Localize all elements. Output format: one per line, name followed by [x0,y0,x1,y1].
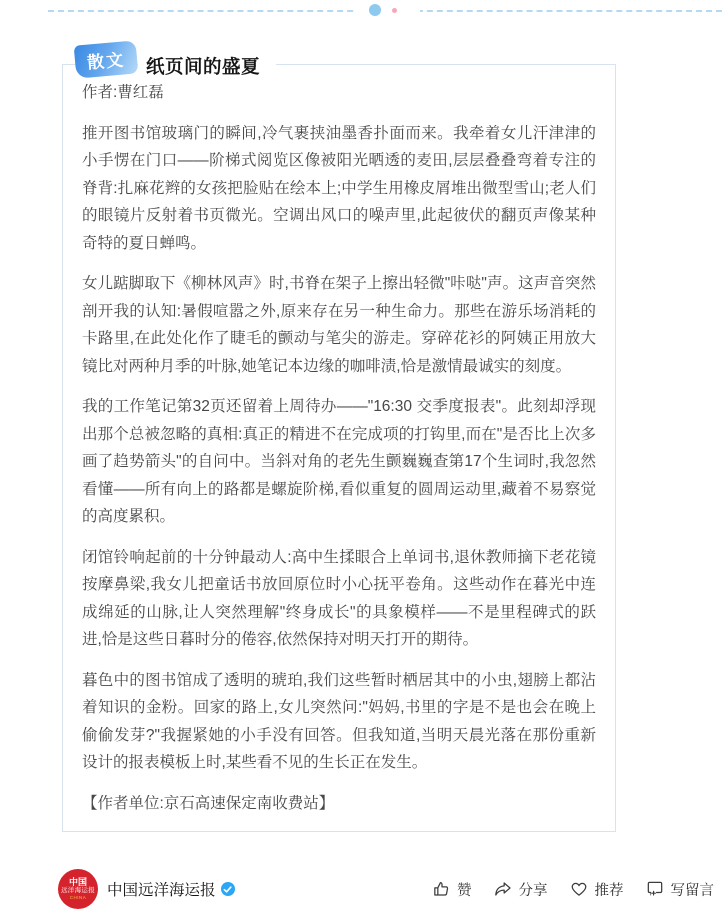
category-badge: 散文 [74,40,139,78]
thumbs-up-icon [431,879,451,899]
like-button[interactable] [431,879,472,900]
logo-text: 中国 [68,876,87,887]
share-button[interactable] [493,879,548,900]
pink-dot-icon [392,8,397,13]
page-title: 纸页间的盛夏 [138,50,276,82]
recommend-button[interactable] [569,879,624,900]
account-name[interactable]: 中国远洋海运报 [107,882,216,899]
account-info[interactable] [58,869,235,909]
footer-bar [58,866,714,912]
author-line: 作者:曹红磊 [82,84,164,101]
article-card [62,64,616,832]
action-label: 写留言 [670,882,714,899]
action-label: 赞 [457,882,472,899]
action-label: 推荐 [594,882,624,899]
logo-text: CHINA [69,895,87,900]
account-logo [58,869,98,909]
write-comment-button[interactable] [645,879,715,900]
article-paragraph: 暮色中的图书馆成了透明的琥珀,我们这些暂时栖居其中的小虫,翅膀上都沾着知识的金粉。回家的路上,女儿突然问:"妈妈,书里的字是不是也会在晚上偷偷发芽?"我握紧她的小手没有回答。但我知道,当明天晨光落在那份重新设计的报表模板上时,某些看不见的生长正在发生。 [82,671,596,771]
verified-badge-icon [221,882,235,896]
comment-plus-icon [645,879,665,899]
article-paragraph: 闭馆铃响起前的十分钟最动人:高中生揉眼合上单词书,退休教师摘下老花镜按摩鼻梁,我女儿把童话书放回原位时小心抚平卷角。这些动作在暮光中连成绵延的山脉,让人突然理解"终身成长"的具象模样——不是里程碑式的跃进,恰是这些日暮时分的倦容,依然保持对明天打开的期待。 [82,548,596,648]
action-label: 分享 [518,882,548,899]
logo-text: 远洋海运报 [61,887,95,894]
share-icon [493,879,513,899]
blue-dot-icon [369,4,381,16]
author-unit-note: 【作者单位:京石高速保定南收费站】 [82,794,335,812]
top-divider-gap [356,5,420,17]
article-paragraph: 推开图书馆玻璃门的瞬间,冷气裹挟油墨香扑面而来。我牵着女儿汗津津的小手愣在门口——阶梯式阅览区像被阳光晒透的麦田,层层叠叠弯着专注的脊背:扎麻花辫的女孩把脸贴在绘本上;中学生用橡皮屑堆出微型雪山;老人们的眼镜片反射着书页微光。空调出风口的噪声里,此起彼伏的翻页声像某种奇特的夏日蝉鸣。 [82,124,596,252]
action-bar [431,879,714,900]
heart-icon [569,879,589,899]
article-paragraph: 女儿踮脚取下《柳林风声》时,书脊在架子上擦出轻微"咔哒"声。这声音突然剖开我的认知:暑假喧嚣之外,原来存在另一种生命力。那些在游乐场消耗的卡路里,在此处化作了睫毛的颤动与笔尖的游走。穿碎花衫的阿姨正用放大镜比对两种月季的叶脉,她笔记本边缘的咖啡渍,恰是激情最诚实的刻度。 [82,275,596,375]
article-paragraph: 我的工作笔记第32页还留着上周待办——"16:30 交季度报表"。此刻却浮现出那个总被忽略的真相:真正的精进不在完成项的打钩里,而在"是否比上次多画了趋势箭头"的自问中。当斜对角的老先生颤巍巍查第17个生词时,我忽然看懂——所有向上的路都是螺旋阶梯,看似重复的圆周运动里,藏着不易察觉的高度累积。 [82,398,596,525]
